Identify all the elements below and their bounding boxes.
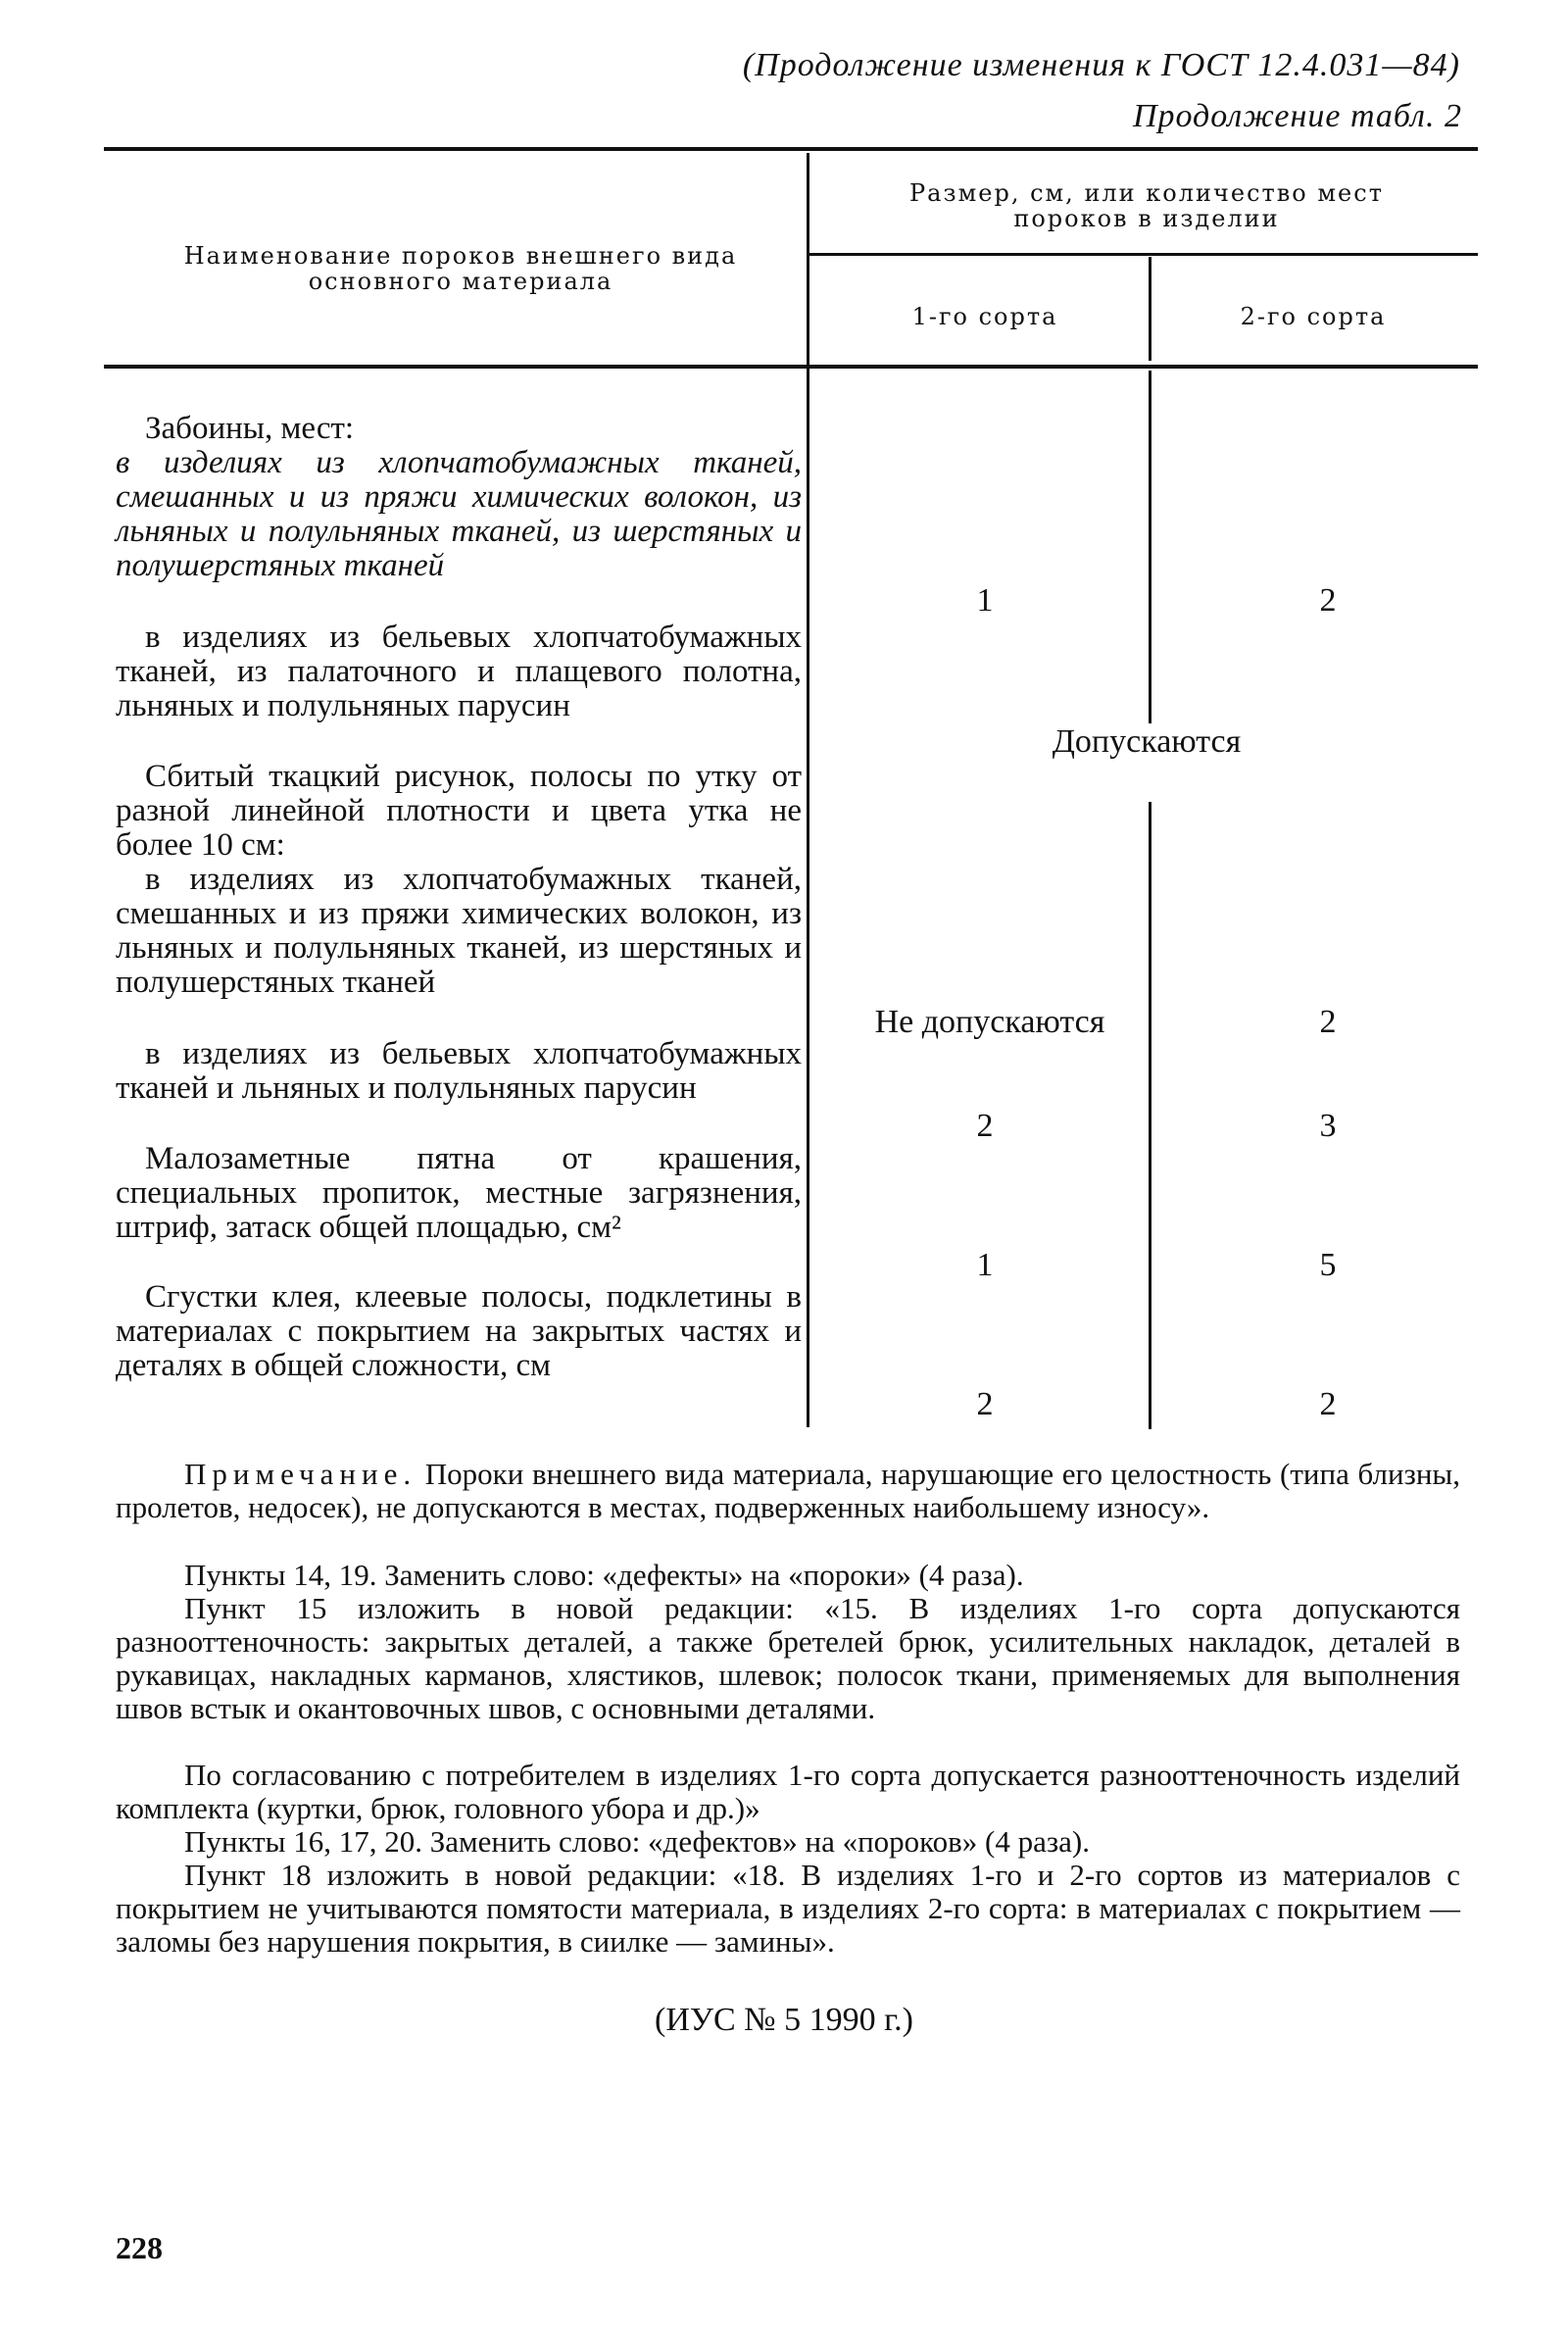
grade-divider-lower — [1149, 802, 1152, 1429]
amendment-p16: Пункты 16, 17, 20. Заменить слово: «дефектов» на «пороков» (4 раза). — [184, 1824, 1090, 1859]
amendment-p14: Пункты 14, 19. Заменить слово: «дефекты» на «пороки» (4 раза). — [184, 1558, 1024, 1592]
amendment-p15b: По согласованию с потребителем в изделиях 1-го сорта допускается разнооттеночность изделий комплекта (куртки, брюк, головного убора и др.)» — [116, 1758, 1460, 1825]
grade-divider-header — [1149, 257, 1152, 361]
row-zabonny-b: в изделиях из бельевых хлопчатобумажных тканей, из палаточного и плащевого полотна, льняных и полульняных парусин — [116, 620, 802, 723]
row-sgustki: Сгустки клея, клеевые полосы, подклетины в материалах с покрытием на закрытых частях и деталях в общей сложности, см — [116, 1279, 802, 1383]
sbity-a-grade2: 2 — [1319, 1004, 1337, 1040]
table-divider-main — [807, 153, 809, 1427]
sbity-b-grade1: 2 — [976, 1108, 994, 1144]
sbity-a-grade1: Не допускаются — [874, 1004, 1105, 1040]
zabonny-a-grade2: 2 — [1319, 582, 1337, 619]
note-text: Пороки внешнего вида материала, нарушающие его целостность (типа близны, пролетов, недосек), не допускаются в местах, подверженных наибольшему износу». — [116, 1457, 1460, 1524]
row-zabonny-a: в изделиях из хлопчатобумажных тканей, смешанных и из пряжи химических волокон, из льняных и полульняных тканей, из шерстяных и полушерстяных тканей — [116, 445, 802, 583]
grade-divider-upper — [1149, 371, 1152, 723]
amendment-p18: Пункт 18 изложить в новой редакции: «18. В изделиях 1-го и 2-го сортов из материалов с покрытием не учитываются помятости материала, в изделиях 2-го сорта: в материалах с покрытием — заломы без нарушения покрытия, в сиилке — замины». — [116, 1858, 1460, 1959]
zabonny-a-grade1: 1 — [976, 582, 994, 619]
row-sbity-title: Сбитый ткацкий рисунок, полосы по утку от разной линейной плотности и цвета утка не более 10 см: — [116, 759, 802, 863]
sbity-b-grade2: 3 — [1319, 1108, 1337, 1144]
sgustki-grade2: 2 — [1319, 1386, 1337, 1422]
grade1-column-header: 1-го сорта — [911, 303, 1058, 330]
zabonny-b-both-grades: Допускаются — [1052, 723, 1242, 760]
source-reference: (ИУС № 5 1990 г.) — [655, 2002, 913, 2038]
row-sbity-b: в изделиях из бельевых хлопчатобумажных тканей и льняных и полульняных парусин — [116, 1036, 802, 1106]
pyatna-grade2: 5 — [1319, 1247, 1337, 1283]
pyatna-grade1: 1 — [976, 1247, 994, 1283]
size-header-rule — [808, 253, 1478, 256]
table-continuation-header: Продолжение табл. 2 — [1132, 98, 1462, 134]
table-header-bottom-rule — [104, 365, 1478, 369]
size-column-header: Размер, см, или количество мест пороков в изделии — [909, 179, 1384, 232]
defect-name-column-header: Наименование пороков внешнего вида основного материала — [183, 242, 738, 295]
table-top-rule — [104, 147, 1478, 151]
row-pyatna: Малозаметные пятна от крашения, специальных пропиток, местные загрязнения, штриф, затаск общей площадью, см² — [116, 1141, 802, 1245]
amendment-p15: Пункт 15 изложить в новой редакции: «15. В изделиях 1-го сорта допускаются разнооттеночность: закрытых деталей, а также бретелей брюк, усилительных накладок, деталей в рукавицах, накладных карманов, хлястиков, шлевок; полосок ткани, применяемых для выполнения швов встык и окантовочных швов, с основными деталями. — [116, 1591, 1460, 1725]
grade2-column-header: 2-го сорта — [1240, 303, 1387, 330]
continuation-header: (Продолжение изменения к ГОСТ 12.4.031—84) — [742, 47, 1460, 83]
note-label: Примечание. — [184, 1457, 417, 1491]
row-zabonny-title: Забоины, мест: — [145, 411, 355, 446]
sgustki-grade1: 2 — [976, 1386, 994, 1422]
row-sbity-a: в изделиях из хлопчатобумажных тканей, смешанных и из пряжи химических волокон, из льняных и полульняных тканей, из шерстяных и полушерстяных тканей — [116, 862, 802, 1000]
note-paragraph — [116, 1458, 1460, 1524]
page-number: 228 — [116, 2230, 163, 2265]
